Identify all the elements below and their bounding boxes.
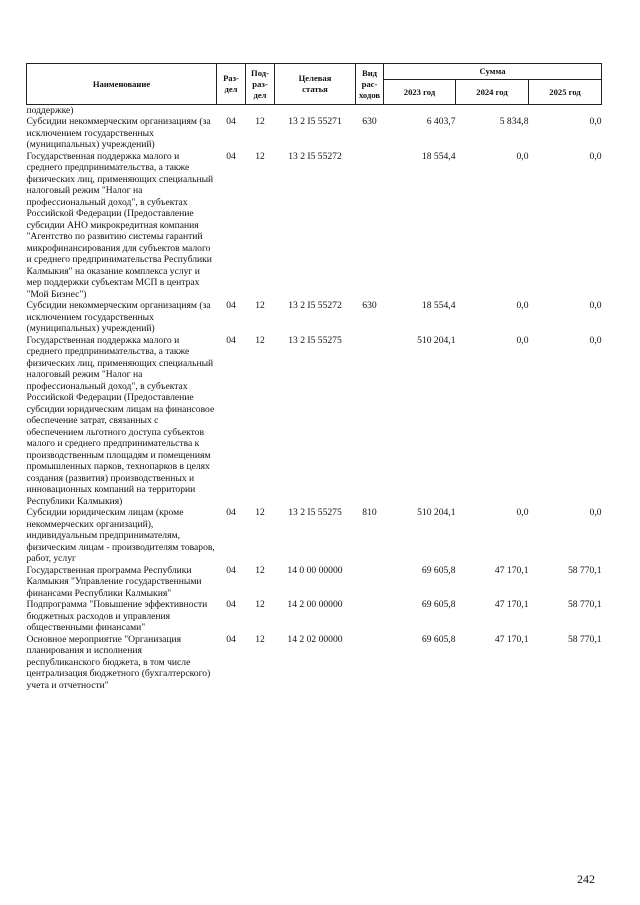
row-target: 14 0 00 00000 — [287, 564, 343, 576]
table-row — [27, 335, 602, 508]
header-year-2025: 2025 год — [529, 80, 602, 105]
header-target: Целевая статья — [275, 64, 356, 105]
table-row — [27, 599, 602, 634]
row-subsection: 12 — [255, 334, 265, 346]
table-body — [27, 105, 602, 692]
row-target: 14 2 00 00000 — [287, 599, 343, 610]
row-name: Государственная поддержка малого и среднего предпринимательства, а также физических лиц, применяющих специальный налоговый режим "Налог на профессиональный доход", в субъектах Российской Федерации (Предоставление субсидии юридическим лицам на финансовое обеспечение затрат, связанных с обеспечением льготного доступа субъектов малого и среднего предпринимательства к производственным площадям и помещениям промышленных парков, технопарков в целях создания (развития) производственных и инновационных компаний на территории Республики Калмыкия) — [26, 334, 215, 507]
row-amount-2024: 47 170,1 — [494, 564, 529, 576]
table-row — [27, 634, 602, 692]
row-section: 04 — [226, 150, 236, 162]
row-section: 04 — [226, 564, 236, 576]
continuation-text: поддержке) — [26, 105, 74, 116]
row-amount-2023: 69 605,8 — [421, 564, 456, 576]
row-amount-2024: 5 834,8 — [499, 116, 529, 127]
row-name: Подпрограмма "Повышение эффективности бюджетных расходов и управления общественными финансами" — [26, 599, 208, 633]
row-expense-type — [356, 599, 384, 634]
row-subsection: 12 — [255, 116, 265, 127]
row-amount-2024: 0,0 — [516, 334, 529, 346]
table-row — [27, 116, 602, 151]
row-amount-2025: 0,0 — [589, 334, 602, 346]
row-expense-type: 630 — [362, 116, 377, 127]
row-amount-2023: 18 554,4 — [421, 150, 456, 162]
header-amount: Сумма — [384, 64, 602, 80]
row-section: 04 — [226, 300, 236, 311]
row-target: 13 2 I5 55275 — [288, 334, 342, 346]
row-name: Государственная программа Республики Калмыкия "Управление государственными финансами Республики Калмыкия" — [26, 564, 202, 599]
row-amount-2023: 18 554,4 — [421, 300, 456, 311]
row-expense-type: 810 — [362, 507, 377, 518]
row-target: 13 2 I5 55275 — [288, 507, 342, 518]
row-section: 04 — [226, 116, 236, 127]
row-target: 13 2 I5 55272 — [288, 300, 342, 311]
row-subsection: 12 — [255, 599, 265, 610]
row-amount-2025: 0,0 — [589, 300, 602, 311]
header-year-2023: 2023 год — [384, 80, 456, 105]
row-name: Основное мероприятие "Организация планирования и исполнения республиканского бюджета, в том числе централизация бюджетного (бухгалтерского) учета и отчетности" — [26, 633, 211, 691]
row-target: 13 2 I5 55272 — [288, 150, 342, 162]
row-expense-type — [356, 634, 384, 692]
row-subsection: 12 — [255, 300, 265, 311]
row-amount-2024: 0,0 — [516, 150, 529, 162]
header-name: Наименование — [27, 64, 217, 105]
table-row — [27, 151, 602, 301]
row-subsection: 12 — [255, 150, 265, 162]
header-year-2024: 2024 год — [456, 80, 529, 105]
row-amount-2024: 47 170,1 — [494, 599, 529, 610]
budget-table — [26, 63, 602, 691]
row-name: Субсидии некоммерческим организациям (за исключением государственных (муниципальных) учреждений) — [26, 300, 211, 334]
row-expense-type — [356, 151, 384, 301]
row-expense-type — [356, 565, 384, 600]
row-amount-2025: 0,0 — [589, 116, 602, 127]
row-expense-type: 630 — [362, 300, 377, 311]
row-amount-2023: 69 605,8 — [421, 599, 456, 610]
page-number: 242 — [577, 872, 595, 886]
row-amount-2025: 58 770,1 — [567, 564, 602, 576]
row-amount-2025: 58 770,1 — [567, 599, 602, 610]
row-section: 04 — [226, 633, 236, 645]
row-amount-2025: 58 770,1 — [567, 633, 602, 645]
continuation-row — [27, 105, 602, 117]
table-row — [27, 565, 602, 600]
row-amount-2023: 6 403,7 — [426, 116, 456, 127]
row-amount-2025: 0,0 — [589, 507, 602, 518]
row-amount-2024: 0,0 — [516, 507, 529, 518]
header-subsection: Под- раз- дел — [246, 64, 275, 105]
row-amount-2025: 0,0 — [589, 150, 602, 162]
row-name: Субсидии некоммерческим организациям (за исключением государственных (муниципальных) учреждений) — [26, 116, 211, 150]
row-amount-2023: 510 204,1 — [417, 507, 456, 518]
row-expense-type — [356, 335, 384, 508]
header-section: Раз- дел — [217, 64, 246, 105]
row-amount-2023: 69 605,8 — [421, 633, 456, 645]
row-subsection: 12 — [255, 633, 265, 645]
row-target: 14 2 02 00000 — [287, 633, 343, 645]
row-section: 04 — [226, 599, 236, 610]
row-name: Государственная поддержка малого и среднего предпринимательства, а также физических лиц, применяющих специальный налоговый режим "Налог на профессиональный доход", в субъектах Российской Федерации (Предоставление субсидии АНО микрокредитная компания "Агентство по развитию системы гарантий микрофинансирования для субъектов малого и среднего предпринимательства Республики Калмыкия" на оказание комплекса услуг и мер поддержки субъектам МСП в центрах "Мой Бизнес") — [26, 150, 214, 300]
row-section: 04 — [226, 334, 236, 346]
row-section: 04 — [226, 507, 236, 518]
row-subsection: 12 — [255, 507, 265, 518]
row-amount-2023: 510 204,1 — [417, 334, 456, 346]
row-subsection: 12 — [255, 564, 265, 576]
row-amount-2024: 47 170,1 — [494, 633, 529, 645]
row-name: Субсидии юридическим лицам (кроме некоммерческих организаций), индивидуальным предпринимателям, физическим лицам - производителям товаров, работ, услуг — [26, 507, 215, 564]
header-expense-type: Вид рас- ходов — [356, 64, 384, 105]
table-header — [27, 64, 602, 105]
row-amount-2024: 0,0 — [516, 300, 529, 311]
table-row — [27, 507, 602, 565]
table-row — [27, 300, 602, 335]
row-target: 13 2 I5 55271 — [288, 116, 342, 127]
